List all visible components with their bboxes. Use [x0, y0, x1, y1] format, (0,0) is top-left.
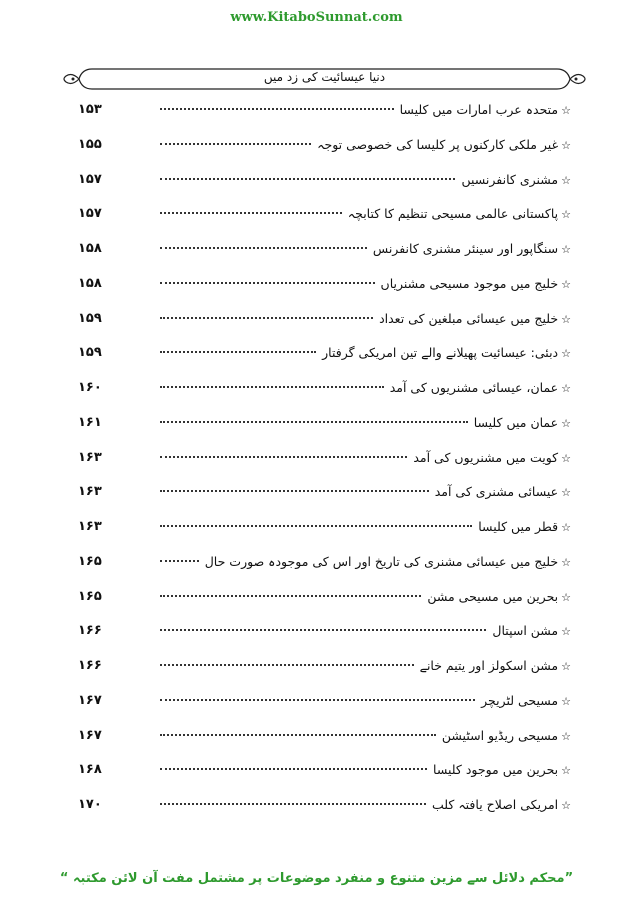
toc-entry-title-group — [317, 137, 571, 152]
toc-entry — [0, 687, 633, 722]
toc-entry-title: عمان میں کلیسا — [473, 414, 559, 430]
star-bullet-icon: ☆ — [561, 521, 571, 534]
toc-entry-title: خلیج میں عیسائی مشنری کی تاریخ اور اس کی موجودہ صورت حال — [204, 553, 559, 569]
toc-entry — [0, 583, 633, 618]
star-bullet-icon: ☆ — [561, 208, 571, 222]
toc-entry-title: مسیحی لٹریچر — [481, 692, 559, 708]
toc-dot-leader — [160, 212, 342, 214]
star-bullet-icon: ☆ — [561, 625, 571, 639]
toc-entry — [0, 548, 633, 583]
toc-page-number: ۱۶۳ — [78, 519, 102, 534]
toc-entry-title: دبئی: عیسائیت پھیلانے والے تین امریکی گرفتار — [322, 345, 559, 361]
toc-page-number: ۱۷۰ — [78, 797, 102, 812]
toc-entry — [0, 617, 633, 652]
toc-page-number: ۱۵۹ — [78, 345, 102, 361]
toc-dot-leader — [160, 768, 427, 770]
toc-entry — [0, 305, 633, 340]
toc-dot-leader — [160, 282, 375, 284]
toc-page-number: ۱۶۸ — [78, 762, 102, 778]
toc-page-number: ۱۶۶ — [78, 623, 102, 639]
toc-entry-title-group — [442, 728, 571, 743]
toc-entry-title-group — [348, 206, 571, 221]
toc-dot-leader — [160, 699, 475, 701]
toc-dot-leader — [160, 456, 407, 458]
toc-entry — [0, 444, 633, 479]
running-header — [62, 66, 587, 92]
toc-entry — [0, 722, 633, 757]
toc-entry-title: غیر ملکی کارکنوں پر کلیسا کی خصوصی توجہ — [317, 136, 559, 152]
toc-entry-title: پاکستانی عالمی مسیحی تنظیم کا کتابچہ — [347, 206, 559, 222]
star-bullet-icon: ☆ — [561, 138, 571, 152]
star-bullet-icon: ☆ — [561, 312, 571, 326]
star-bullet-icon: ☆ — [561, 555, 571, 569]
toc-entry — [0, 131, 633, 166]
toc-dot-leader — [160, 629, 486, 631]
toc-page-number: ۱۶۵ — [78, 553, 102, 569]
toc-page-number: ۱۶۳ — [78, 449, 102, 465]
star-bullet-icon: ☆ — [561, 347, 571, 361]
toc-page-number: ۱۶۷ — [78, 727, 102, 743]
toc-entry-title-group — [381, 276, 571, 291]
toc-entry-title: متحدہ عرب امارات میں کلیسا — [399, 102, 559, 117]
star-bullet-icon: ☆ — [561, 660, 571, 673]
toc-dot-leader — [160, 351, 316, 353]
toc-entry-title: عیسائی مشنری کی آمد — [434, 484, 559, 500]
toc-entry — [0, 235, 633, 270]
toc-page-number: ۱۶۶ — [78, 658, 102, 673]
toc-entry-title: مشنری کانفرنسیں — [461, 171, 559, 187]
toc-entry — [0, 652, 633, 687]
toc-entry-title-group — [481, 693, 571, 708]
toc-dot-leader — [160, 595, 421, 597]
toc-entry-title-group — [322, 345, 571, 360]
toc-dot-leader — [160, 247, 367, 249]
toc-entry-title: بحرین میں مسیحی مشن — [427, 588, 559, 604]
toc-entry-title: مسیحی ریڈیو اسٹیشن — [441, 727, 559, 743]
toc-entry — [0, 374, 633, 409]
star-bullet-icon: ☆ — [561, 486, 571, 500]
toc-page-number: ۱۶۵ — [78, 588, 102, 604]
toc-dot-leader — [160, 560, 199, 562]
toc-dot-leader — [160, 421, 468, 423]
star-bullet-icon: ☆ — [561, 416, 571, 430]
toc-entry — [0, 96, 633, 131]
toc-page-number: ۱۶۰ — [78, 380, 102, 395]
toc-entry-title: مشن اسپتال — [492, 623, 559, 639]
toc-entry-title: عمان، عیسائی مشنریوں کی آمد — [389, 380, 559, 395]
star-bullet-icon: ☆ — [561, 277, 571, 291]
toc-entry-title-group — [433, 762, 571, 777]
toc-entry-title-group — [205, 554, 571, 569]
toc-dot-leader — [160, 386, 384, 388]
site-url: www.KitaboSunnat.com — [230, 10, 403, 25]
toc-page-number: ۱۶۳ — [78, 484, 102, 500]
star-bullet-icon: ☆ — [561, 451, 571, 465]
toc-entry-title-group — [492, 623, 571, 638]
toc-page-number: ۱۵۷ — [78, 206, 102, 222]
star-bullet-icon: ☆ — [561, 694, 571, 708]
toc-dot-leader — [160, 525, 472, 527]
toc-entry-title: خلیج میں موجود مسیحی مشنریاں — [380, 275, 559, 291]
toc-entry-title: امریکی اصلاح یافتہ کلب — [432, 797, 559, 812]
running-header-title: دنیا عیسائیت کی زد میں — [263, 70, 386, 84]
star-bullet-icon: ☆ — [561, 799, 571, 812]
toc-entry-title: خلیج میں عیسائی مبلغین کی تعداد — [379, 310, 559, 326]
table-of-contents — [0, 96, 633, 826]
toc-entry-title: قطر میں کلیسا — [478, 519, 559, 534]
star-bullet-icon: ☆ — [561, 382, 571, 395]
toc-entry — [0, 756, 633, 791]
toc-page-number: ۱۵۷ — [78, 171, 102, 187]
toc-dot-leader — [160, 664, 414, 666]
toc-page-number: ۱۵۸ — [78, 241, 102, 256]
toc-entry-title-group — [379, 311, 571, 326]
toc-entry-title-group — [420, 658, 571, 673]
toc-entry-title-group — [427, 589, 571, 604]
toc-entry-title: کویت میں مشنریوں کی آمد — [413, 449, 559, 465]
toc-entry — [0, 513, 633, 548]
toc-entry-title-group — [413, 450, 571, 465]
toc-entry — [0, 200, 633, 235]
toc-entry-title-group — [373, 241, 571, 256]
toc-dot-leader — [160, 490, 429, 492]
toc-page-number: ۱۵۹ — [78, 310, 102, 326]
toc-entry-title: سنگاپور اور سینئر مشنری کانفرنس — [372, 241, 559, 256]
toc-page-number: ۱۵۸ — [78, 275, 102, 291]
toc-dot-leader — [160, 317, 373, 319]
toc-entry-title-group — [435, 484, 571, 499]
toc-dot-leader — [160, 108, 394, 110]
toc-entry — [0, 166, 633, 201]
toc-entry-title-group — [474, 415, 571, 430]
toc-page-number: ۱۵۳ — [78, 102, 102, 117]
toc-page-number: ۱۶۷ — [78, 692, 102, 708]
toc-entry — [0, 270, 633, 305]
toc-dot-leader — [160, 803, 426, 805]
toc-page-number: ۱۶۱ — [78, 414, 102, 430]
star-bullet-icon: ☆ — [561, 173, 571, 187]
toc-entry-title: مشن اسکولز اور یتیم خانے — [419, 658, 559, 673]
toc-dot-leader — [160, 734, 436, 736]
toc-page-number: ۱۵۵ — [78, 136, 102, 152]
toc-entry-title-group — [478, 519, 571, 534]
toc-entry-title-group — [432, 797, 571, 812]
toc-entry — [0, 478, 633, 513]
toc-entry-title-group — [461, 172, 571, 187]
star-bullet-icon: ☆ — [561, 243, 571, 256]
toc-dot-leader — [160, 178, 455, 180]
star-bullet-icon: ☆ — [561, 729, 571, 743]
star-bullet-icon: ☆ — [561, 590, 571, 604]
toc-entry — [0, 409, 633, 444]
toc-entry-title: بحرین میں موجود کلیسا — [433, 762, 559, 778]
toc-entry — [0, 791, 633, 826]
toc-entry — [0, 339, 633, 374]
toc-entry-title-group — [390, 380, 571, 395]
footer-tagline: ”محکم دلائل سے مزین متنوع و منفرد موضوعات پر مشتمل مفت آن لائن مکتبہ “ — [59, 871, 574, 886]
toc-dot-leader — [160, 143, 311, 145]
star-bullet-icon: ☆ — [561, 764, 571, 778]
toc-entry-title-group — [400, 102, 571, 117]
star-bullet-icon: ☆ — [561, 104, 571, 117]
